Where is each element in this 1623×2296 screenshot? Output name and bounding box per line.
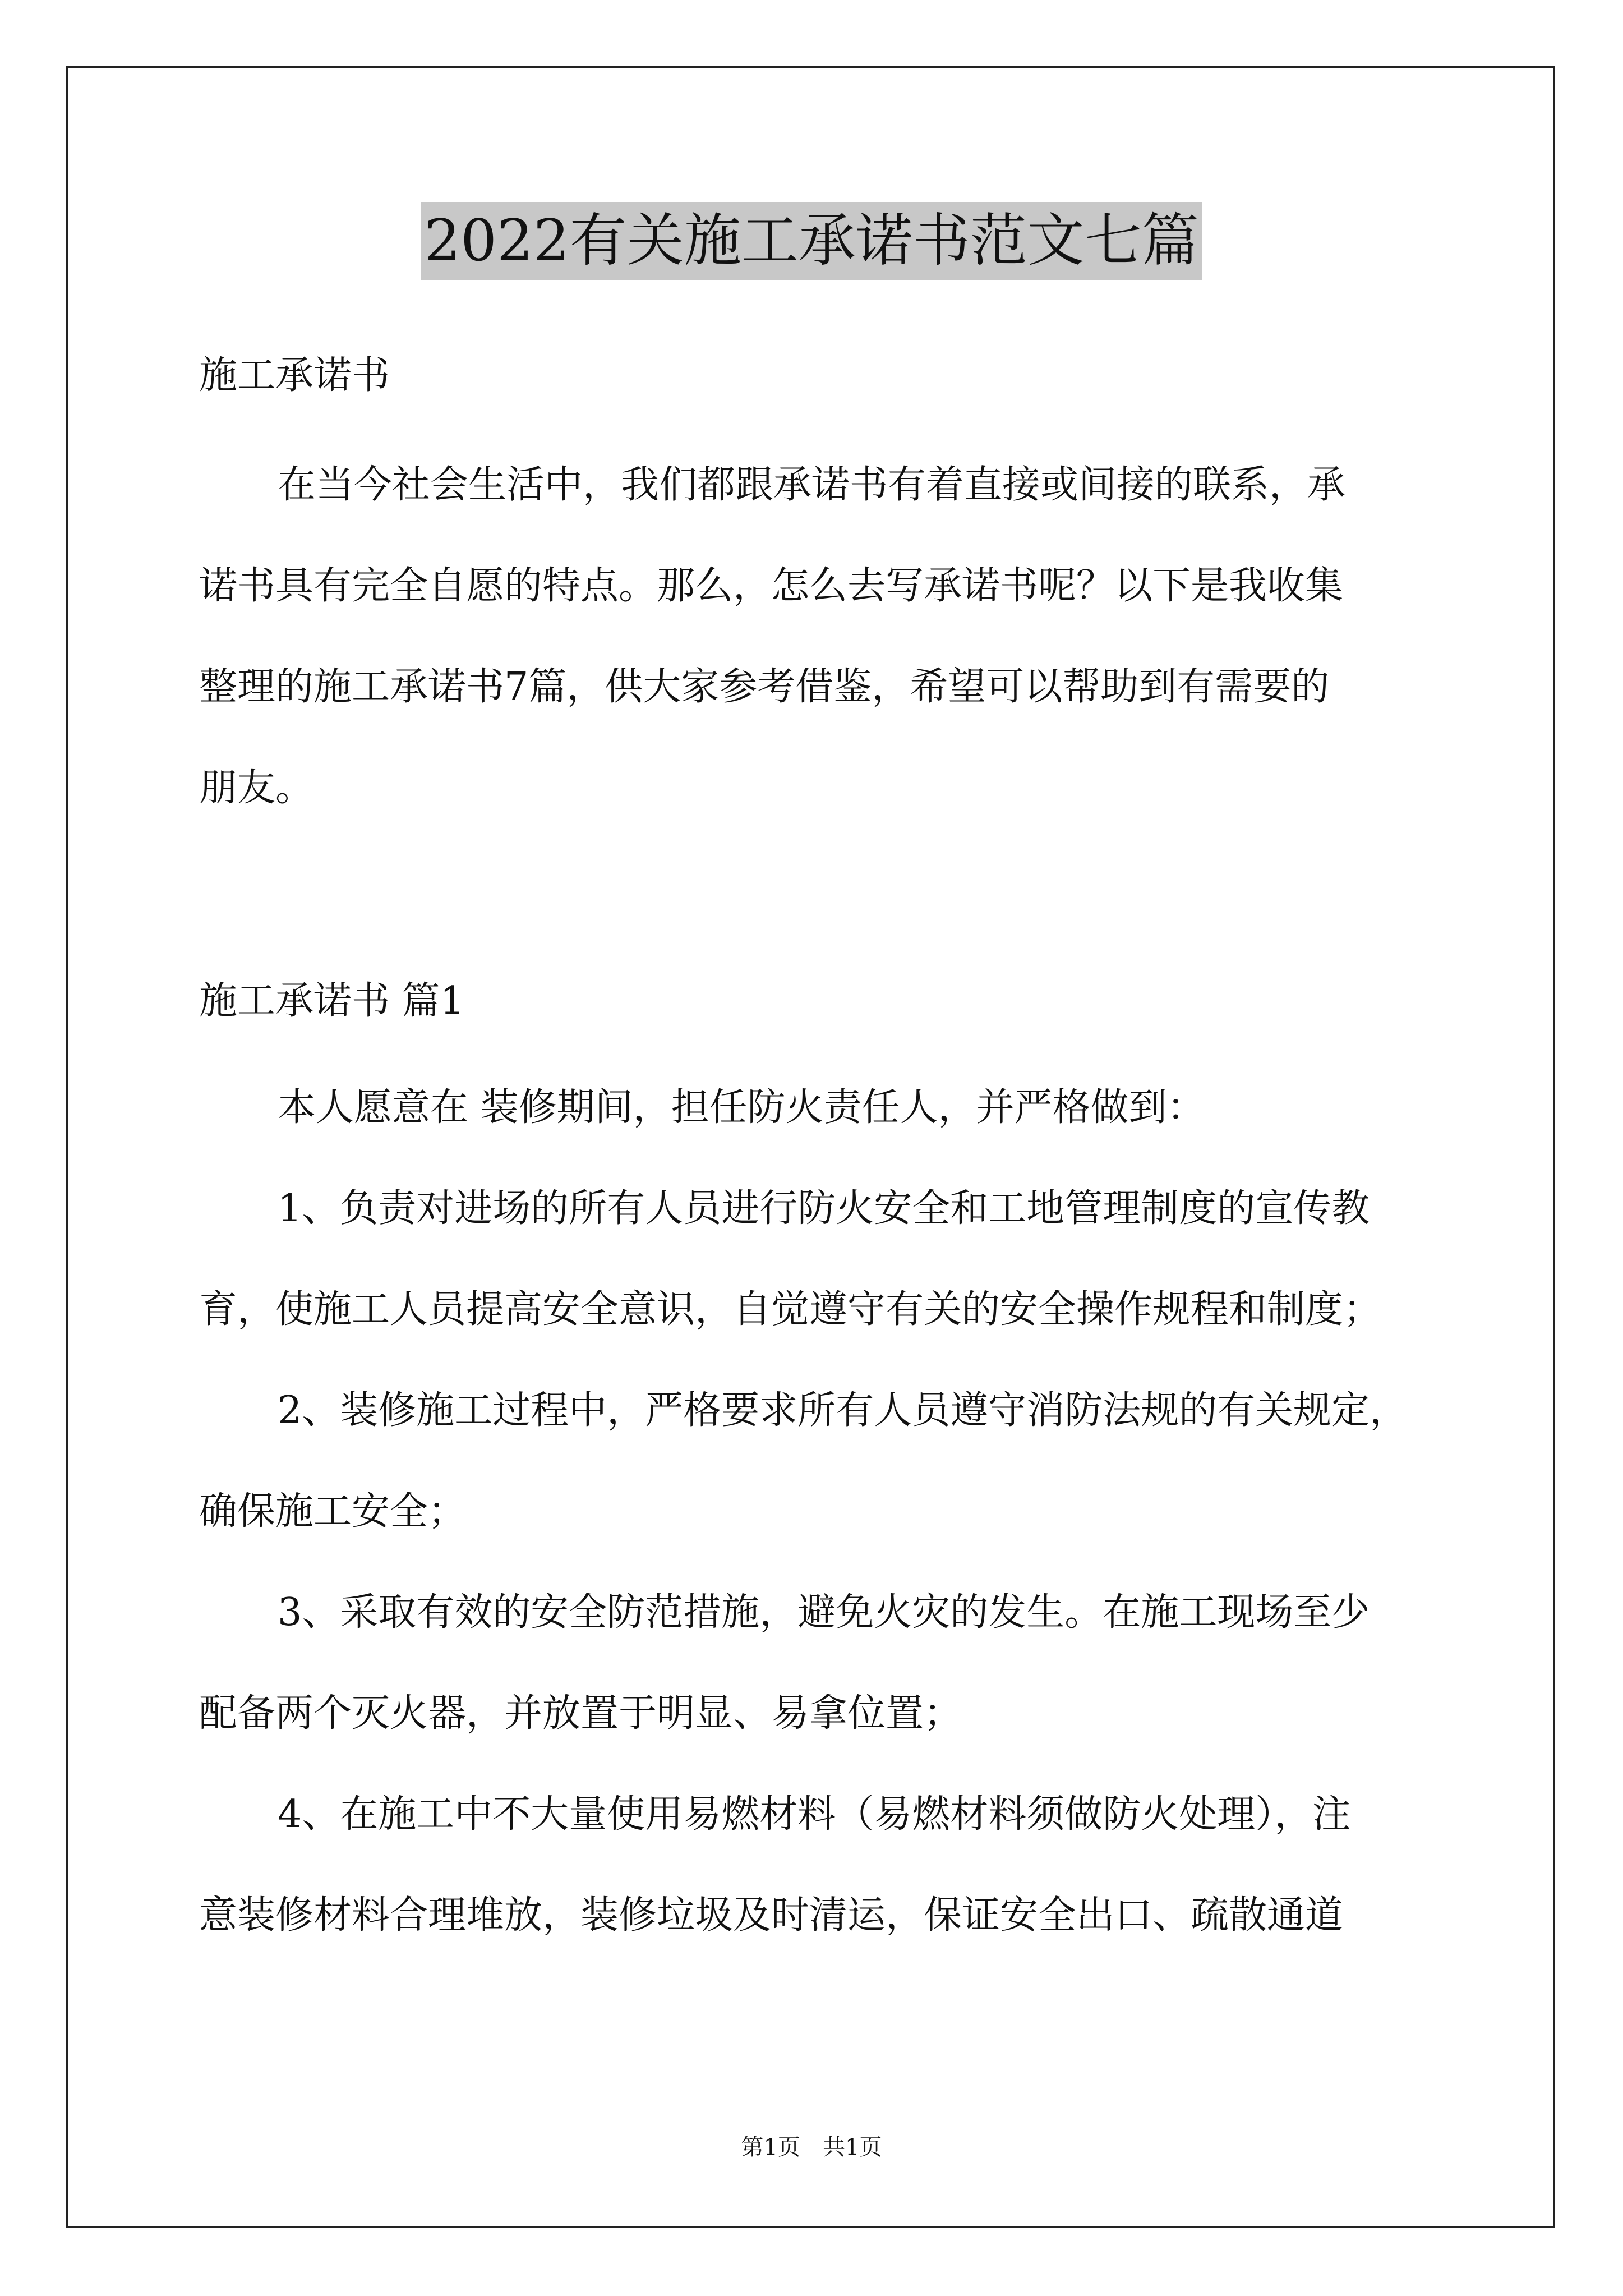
- page-footer: [0, 2132, 1623, 2163]
- page-number: 第1页: [741, 2134, 800, 2160]
- item-3-line-2: 配备两个灭火器，并放置于明显、易拿位置；: [199, 1691, 962, 1736]
- intro-line-4: 朋友。: [199, 766, 314, 810]
- item-2-line-2: 确保施工安全；: [199, 1489, 467, 1534]
- intro-line-3: 整理的施工承诺书7篇，供大家参考借鉴，希望可以帮助到有需要的: [199, 665, 1330, 709]
- paragraph-line: 本人愿意在 装修期间，担任防火责任人，并严格做到：: [278, 1085, 1205, 1130]
- item-1-line-2: 育，使施工人员提高安全意识，自觉遵守有关的安全操作规程和制度；: [199, 1287, 1382, 1332]
- intro-line-1: 在当今社会生活中，我们都跟承诺书有着直接或间接的联系，承: [278, 463, 1346, 507]
- item-3-line-1: 3、采取有效的安全防范措施，避免火灾的发生。在施工现场至少: [278, 1590, 1370, 1635]
- title-container: [0, 202, 1623, 280]
- item-4-line-1: 4、在施工中不大量使用易燃材料（易燃材料须做防火处理），注: [278, 1792, 1351, 1837]
- item-2-line-1: 2、装修施工过程中，严格要求所有人员遵守消防法规的有关规定，: [278, 1388, 1408, 1433]
- article-heading: 施工承诺书 篇1: [199, 979, 464, 1023]
- section-heading: 施工承诺书: [199, 353, 390, 398]
- item-1-line-1: 1、负责对进场的所有人员进行防火安全和工地管理制度的宣传教: [278, 1186, 1370, 1231]
- page-total: 共1页: [823, 2134, 882, 2160]
- intro-line-2: 诺书具有完全自愿的特点。那么，怎么去写承诺书呢？以下是我收集: [199, 564, 1344, 608]
- item-4-line-2: 意装修材料合理堆放，装修垃圾及时清运，保证安全出口、疏散通道: [199, 1893, 1344, 1938]
- document-title: 2022有关施工承诺书范文七篇: [421, 202, 1202, 280]
